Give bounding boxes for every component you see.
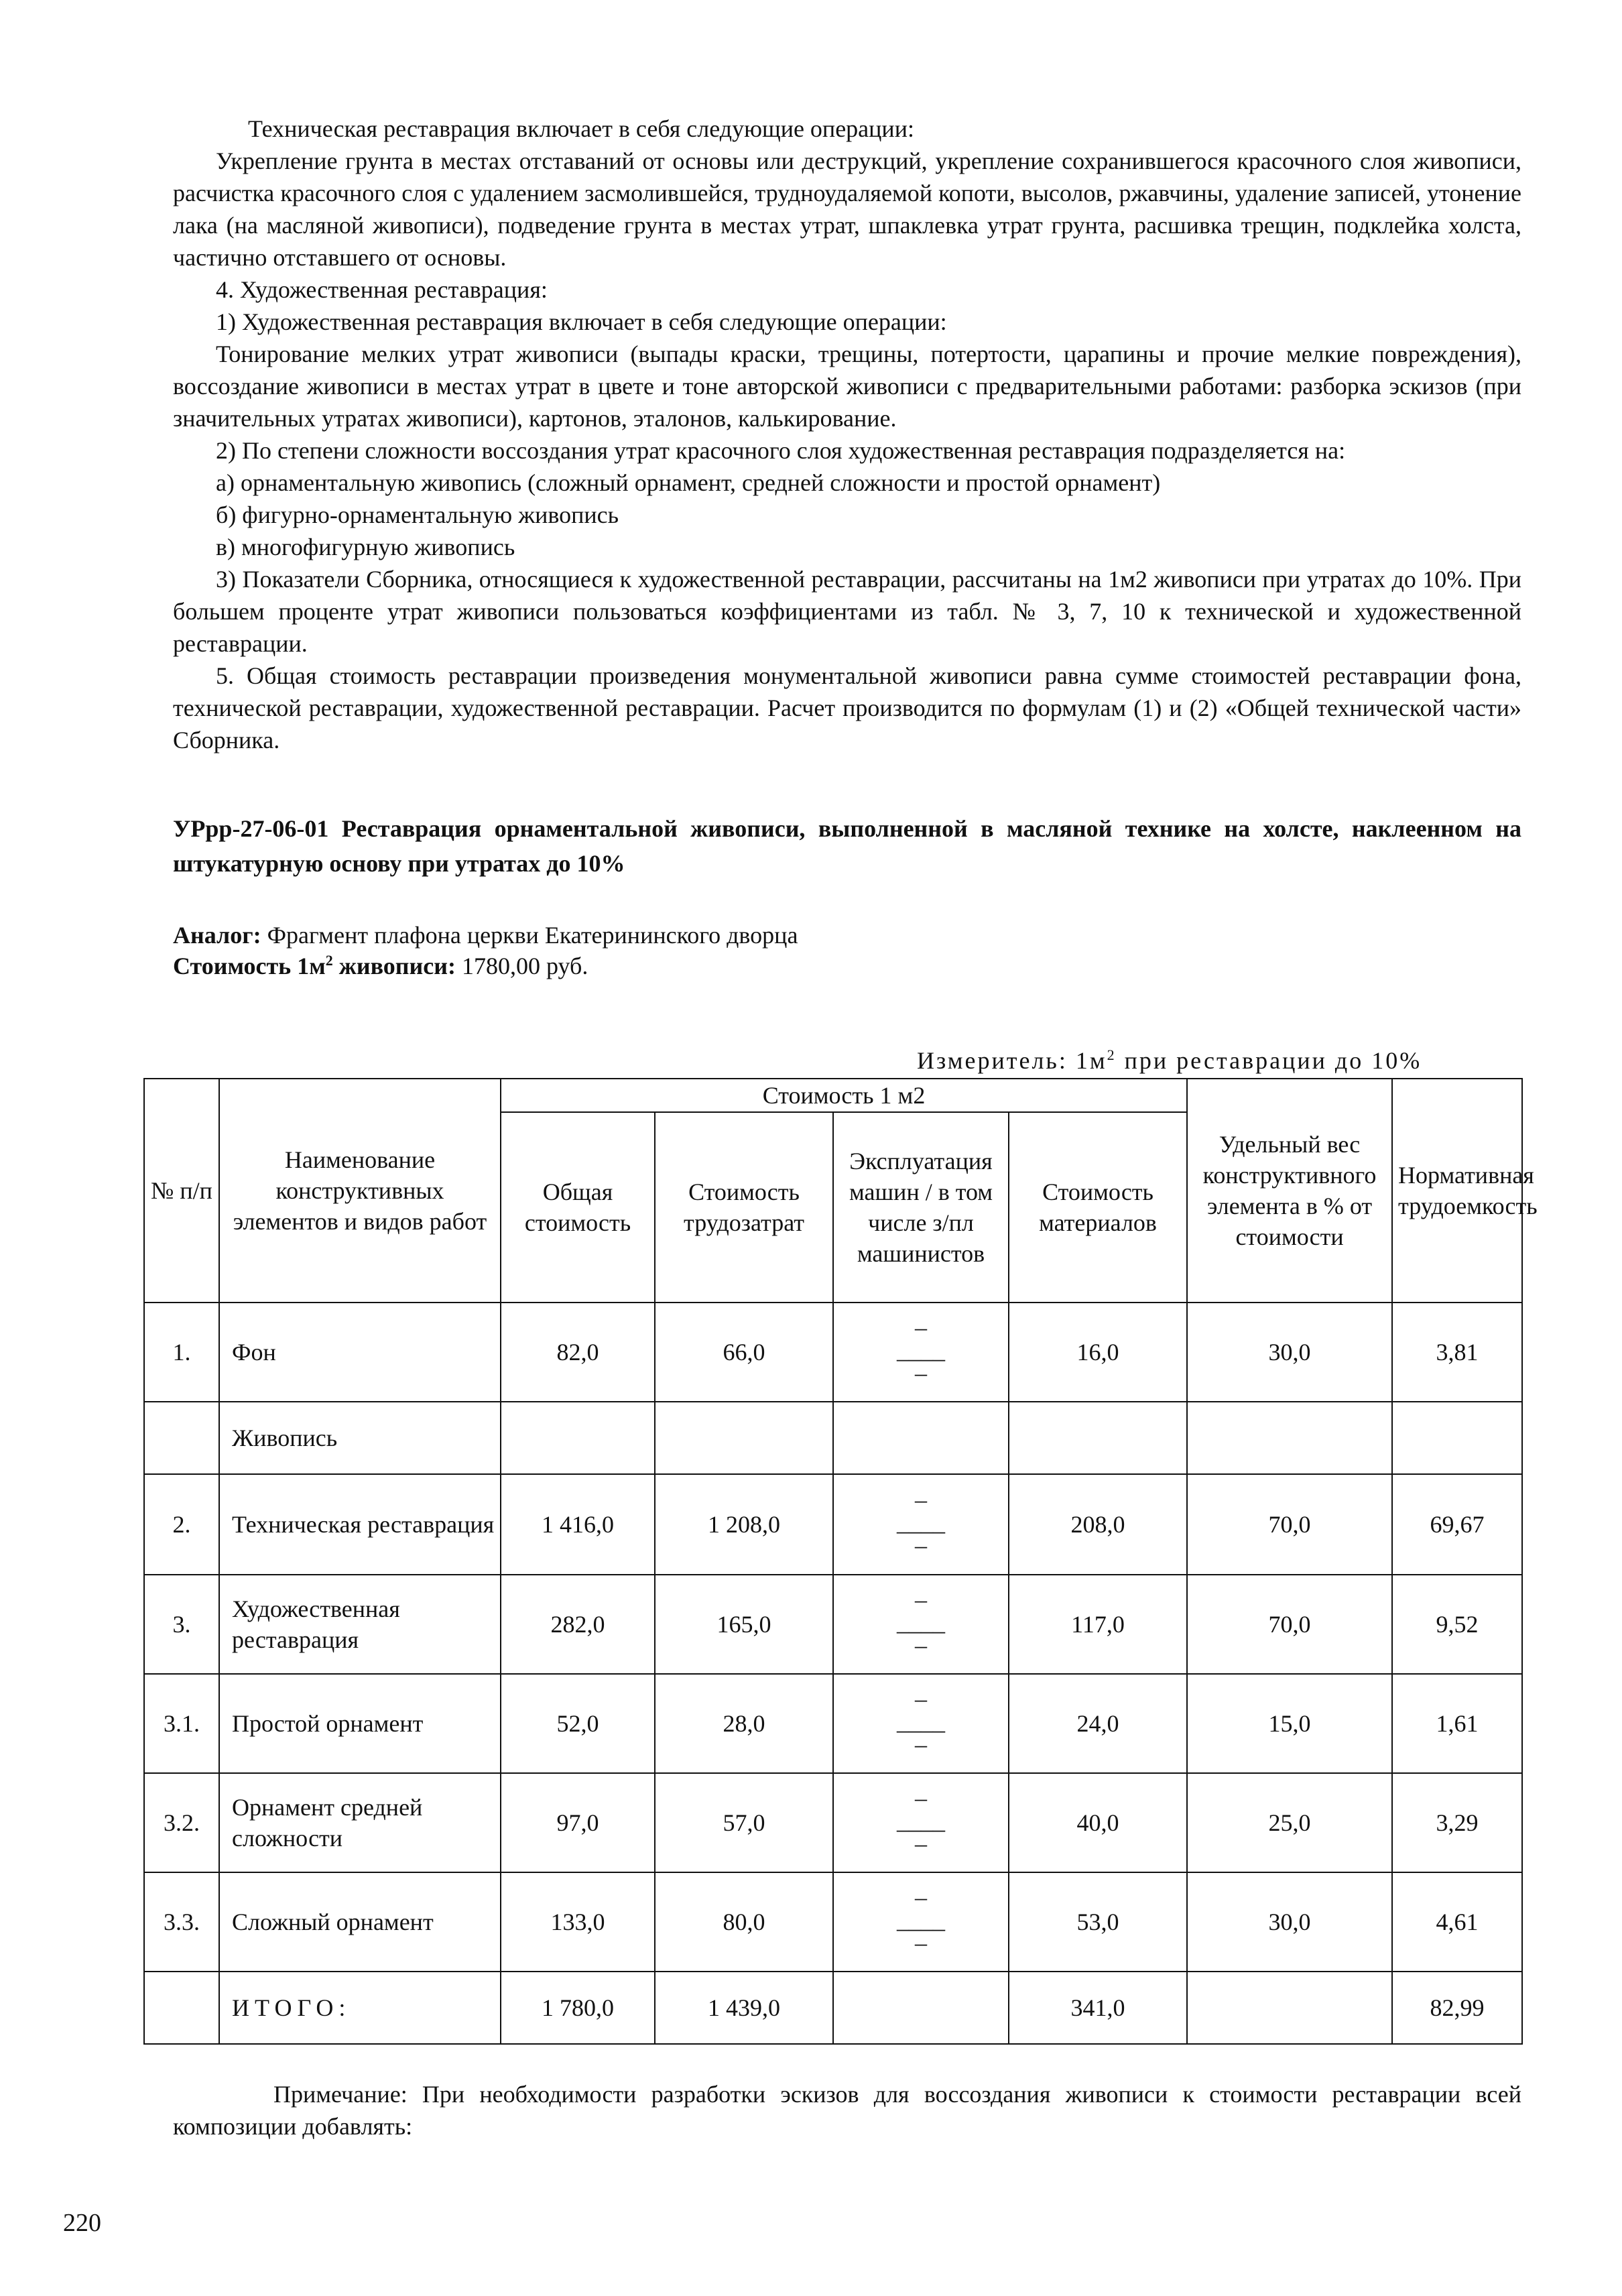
cell-total: 133,0 [501, 1872, 655, 1972]
header-num: № п/п [144, 1079, 219, 1303]
note: Примечание: При необходимости разработки эскизов для воссоздания живописи к стоимости реставрации всей композиции добавлять: [173, 2081, 1521, 2140]
cell-norm: 82,99 [1392, 1972, 1522, 2044]
cost-label: Стоимость $1м^2$ живописи: [173, 952, 456, 979]
list-item-b: б) фигурно-орнаментальную живопись [216, 501, 619, 528]
cell-share [1187, 1402, 1392, 1474]
intro-p5: Тонирование мелких утрат живописи (выпады краски, трещины, потертости, царапины и прочие мелкие повреждения), воссоздание живописи в местах утрат в цвете и тоне авторской живописи с предварительными работами: разборка эскизов (при значительных утратах живописи), картонов, эталонов, калькирование. [173, 341, 1521, 432]
intro-p1: Техническая реставрация включает в себя следующие операции: [248, 115, 914, 142]
cell-labor: 1 208,0 [655, 1474, 833, 1575]
header-norm: Нормативная трудоемкость [1392, 1079, 1522, 1303]
cell-norm: 3,29 [1392, 1773, 1522, 1872]
intro-p3: 4. Художественная реставрация: [216, 276, 548, 303]
cell-materials: 53,0 [1009, 1872, 1187, 1972]
cell-machines [833, 1402, 1009, 1474]
cell-share: 15,0 [1187, 1674, 1392, 1773]
table-row [144, 1972, 1522, 2044]
cell-norm: 9,52 [1392, 1575, 1522, 1674]
cell-labor: 80,0 [655, 1872, 833, 1972]
cell-labor: 28,0 [655, 1674, 833, 1773]
header-cost-group: Стоимость 1 м2 [501, 1079, 1187, 1112]
cell-norm: 3,81 [1392, 1303, 1522, 1402]
cell-materials: 24,0 [1009, 1674, 1187, 1773]
cell-materials: 117,0 [1009, 1575, 1187, 1674]
section-heading: УРрр-27-06-01 Реставрация орнаментальной живописи, выполненной в масляной технике на холсте, наклеенном на штукатурную основу при утратах до 10% [173, 815, 1521, 877]
cell-total: 1 416,0 [501, 1474, 655, 1575]
page-number: 220 [63, 2209, 101, 2237]
table-body [144, 1303, 1522, 2044]
cell-materials: 16,0 [1009, 1303, 1187, 1402]
cell-share: 30,0 [1187, 1872, 1392, 1972]
cell-name: ИТОГО: [219, 1972, 501, 2044]
cell-num: 3.1. [144, 1674, 219, 1773]
table-row [144, 1674, 1522, 1773]
cell-machines: – ____ – [833, 1474, 1009, 1575]
cell-name: Простой орнамент [219, 1674, 501, 1773]
table-row [144, 1474, 1522, 1575]
cell-machines: – ____ – [833, 1575, 1009, 1674]
cell-labor [655, 1402, 833, 1474]
cell-norm [1392, 1402, 1522, 1474]
cell-share: 70,0 [1187, 1575, 1392, 1674]
header-machines: Эксплуатация машин / в том числе з/пл машинистов [833, 1112, 1009, 1303]
cost-value: 1780,00 руб. [461, 953, 588, 979]
cell-num: 3.2. [144, 1773, 219, 1872]
intro-p6: 2) По степени сложности воссоздания утрат красочного слоя художественная реставрация подразделяется на: [216, 437, 1346, 464]
cell-materials: 40,0 [1009, 1773, 1187, 1872]
cell-machines [833, 1972, 1009, 2044]
cell-name: Художественная реставрация [219, 1575, 501, 1674]
cell-num: 2. [144, 1474, 219, 1575]
cell-name: Сложный орнамент [219, 1872, 501, 1972]
header-materials: Стоимость материалов [1009, 1112, 1187, 1303]
intro-p10: 3) Показатели Сборника, относящиеся к художественной реставрации, рассчитаны на 1м2 живописи при утратах до 10%. При большем проценте утрат живописи пользоваться коэффициентами из табл. № 3, 7, 10 к технической и художественной реставрации. [173, 566, 1521, 657]
cell-num [144, 1402, 219, 1474]
cell-share [1187, 1972, 1392, 2044]
measure-unit: Измеритель: $1м^2$ при реставрации до 10% [917, 1046, 1422, 1074]
table-row [144, 1575, 1522, 1674]
header-name: Наименование конструктивных элементов и видов работ [219, 1079, 501, 1303]
cell-num [144, 1972, 219, 2044]
cell-labor: 66,0 [655, 1303, 833, 1402]
cell-total: 52,0 [501, 1674, 655, 1773]
table-row [144, 1872, 1522, 1972]
cell-machines: – ____ – [833, 1872, 1009, 1972]
cell-labor: 57,0 [655, 1773, 833, 1872]
intro-p2: Укрепление грунта в местах отставаний от основы или деструкций, укрепление сохранившегося красочного слоя живописи, расчистка красочного слоя с удалением засмолившейся, трудноудаляемой копоти, высолов, ржавчины, удаление записей, утонение лака (на масляной живописи), подведение грунта в местах утрат, шпаклевка утрат грунта, расшивка трещин, подклейка холста, частично отставшего от основы. [173, 147, 1521, 271]
intro-p11: 5. Общая стоимость реставрации произведения монументальной живописи равна сумме стоимостей реставрации фона, технической реставрации, художественной реставрации. Расчет производится по формулам (1) и (2) «Общей технической части» Сборника. [173, 662, 1521, 753]
cell-materials [1009, 1402, 1187, 1474]
cell-share: 70,0 [1187, 1474, 1392, 1575]
table-row [144, 1773, 1522, 1872]
table-row [144, 1402, 1522, 1474]
cell-share: 30,0 [1187, 1303, 1392, 1402]
table-row [144, 1303, 1522, 1402]
cell-name: Живопись [219, 1402, 501, 1474]
cell-name: Фон [219, 1303, 501, 1402]
page-text [173, 113, 1521, 981]
cell-materials: 208,0 [1009, 1474, 1187, 1575]
cell-materials: 341,0 [1009, 1972, 1187, 2044]
intro-p4: 1) Художественная реставрация включает в себя следующие операции: [216, 308, 947, 335]
cell-labor: 165,0 [655, 1575, 833, 1674]
cell-total: 82,0 [501, 1303, 655, 1402]
cell-total [501, 1402, 655, 1474]
cell-norm: 1,61 [1392, 1674, 1522, 1773]
cell-machines: – ____ – [833, 1303, 1009, 1402]
cell-machines: – ____ – [833, 1674, 1009, 1773]
cell-total: 97,0 [501, 1773, 655, 1872]
cell-share: 25,0 [1187, 1773, 1392, 1872]
cell-name: Орнамент средней сложности [219, 1773, 501, 1872]
cell-total: 282,0 [501, 1575, 655, 1674]
cell-num: 3.3. [144, 1872, 219, 1972]
analog-value: Фрагмент плафона церкви Екатерининского дворца [267, 922, 798, 949]
analog-line [173, 920, 1521, 981]
cell-name: Техническая реставрация [219, 1474, 501, 1575]
list-item-c: в) многофигурную живопись [216, 534, 515, 560]
cell-machines: – ____ – [833, 1773, 1009, 1872]
cell-labor: 1 439,0 [655, 1972, 833, 2044]
header-total: Общая стоимость [501, 1112, 655, 1303]
cell-total: 1 780,0 [501, 1972, 655, 2044]
cell-num: 3. [144, 1575, 219, 1674]
header-share: Удельный вес конструктивного элемента в % от стоимости [1187, 1079, 1392, 1303]
analog-label: Аналог: [173, 922, 261, 949]
list-item-a: а) орнаментальную живопись (сложный орнамент, средней сложности и простой орнамент) [216, 469, 1161, 496]
header-labor: Стоимость трудозатрат [655, 1112, 833, 1303]
cell-num: 1. [144, 1303, 219, 1402]
cell-norm: 4,61 [1392, 1872, 1522, 1972]
cost-table [143, 1078, 1538, 2045]
cell-norm: 69,67 [1392, 1474, 1522, 1575]
